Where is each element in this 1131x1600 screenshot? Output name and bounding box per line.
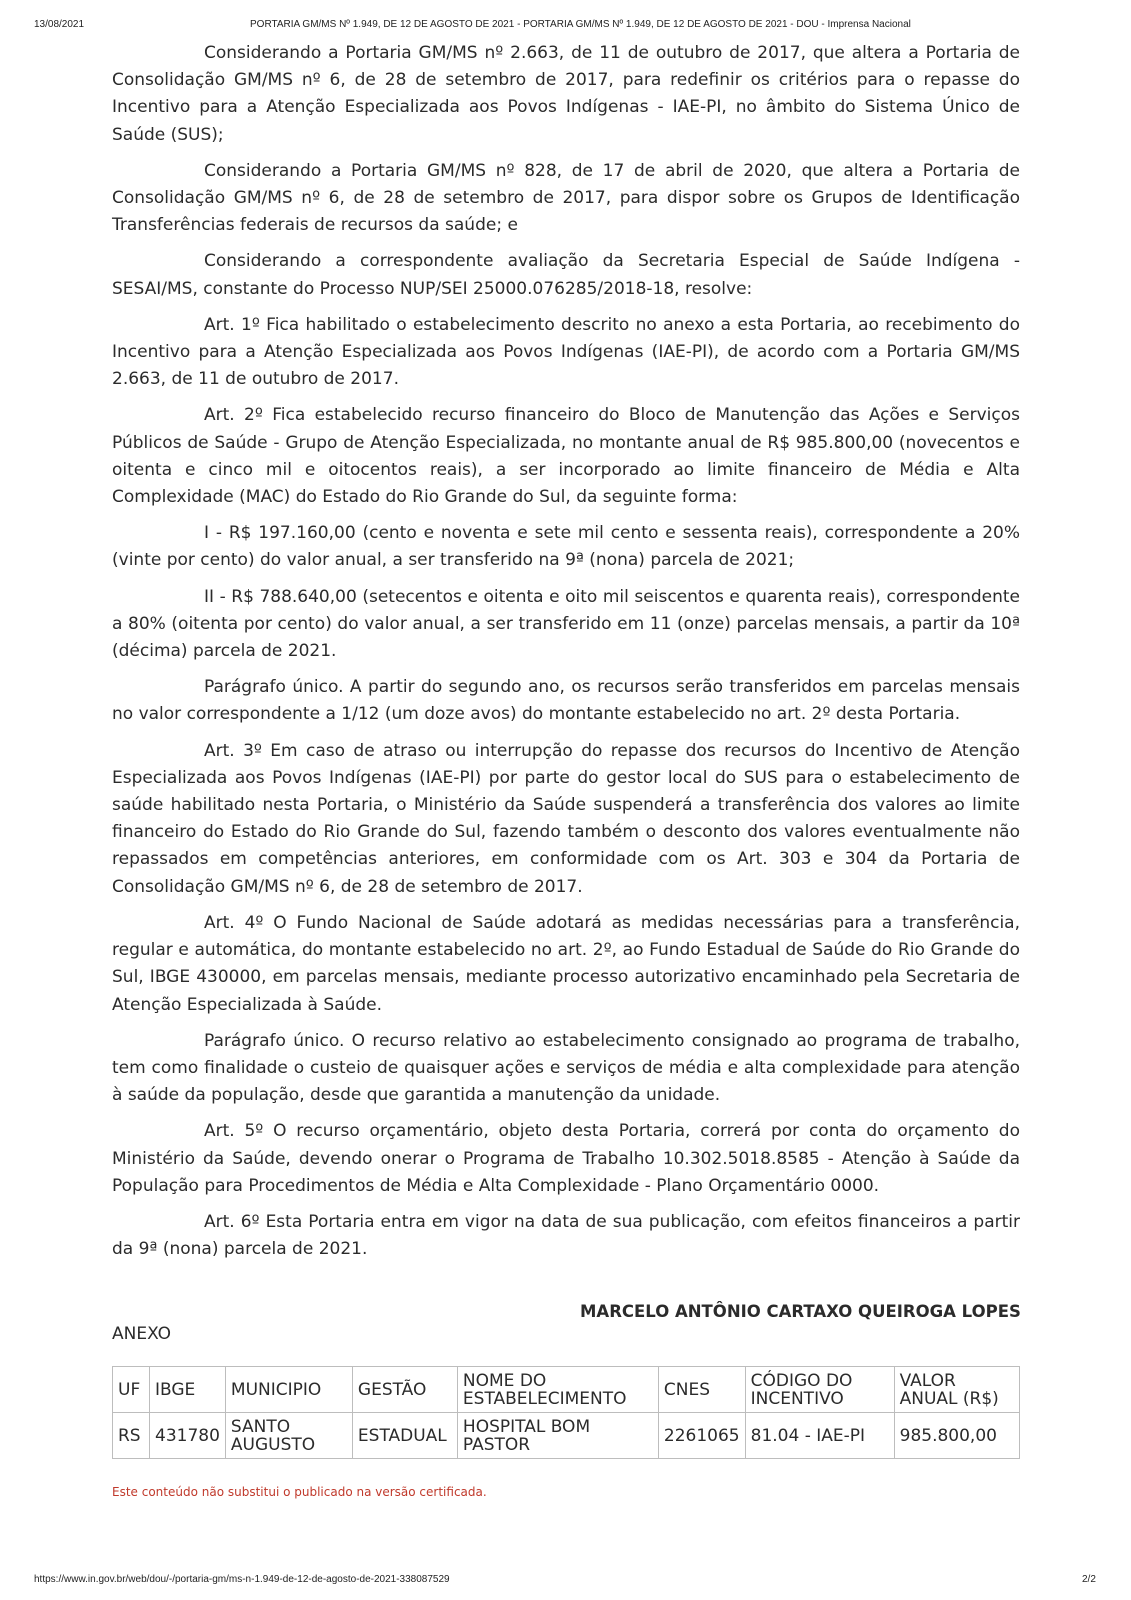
print-date: 13/08/2021 — [34, 19, 85, 30]
column-header-municipio: MUNICIPIO — [225, 1367, 352, 1413]
paragraph-art-3: Art. 3º Em caso de atraso ou interrupção do repasse dos recursos do Incentivo de Atenção Especializada aos Povos Indígenas (IAE-PI) por parte do gestor local do SUS para o estabelecimento de saúde habilitado nesta Portaria, o Ministério da Saúde suspenderá a transferência dos valores ao limite financeiro do Estado do Rio Grande do Sul, fazendo também o desconto dos valores eventualmente não repassados em competências anteriores, em conformidade com os Art. 303 e 304 da Portaria de Consolidação GM/MS nº 6, de 28 de setembro de 2017. — [112, 740, 1020, 897]
paragraph-item-ii: II - R$ 788.640,00 (setecentos e oitenta e oito mil seiscentos e quarenta reais), correspondente a 80% (oitenta por cento) do valor anual, a ser transferido em 11 (onze) parcelas mensais, a partir da 10ª (décima) parcela de 2021. — [112, 586, 1020, 662]
column-header-gestao: GESTÃO — [352, 1367, 457, 1413]
print-footer-url: https://www.in.gov.br/web/dou/-/portaria-gm/ms-n-1.949-de-12-de-agosto-de-2021-338087529 — [34, 1574, 450, 1585]
paragraph-considerando-3: Considerando a correspondente avaliação da Secretaria Especial de Saúde Indígena - SESAI/MS, constante do Processo NUP/SEI 25000.076285/2018-18, resolve: — [112, 251, 1020, 299]
cell-valor-anual: 985.800,00 — [894, 1413, 1019, 1459]
paragraph-considerando-1: Considerando a Portaria GM/MS nº 2.663, de 11 de outubro de 2017, que altera a Portaria de Consolidação GM/MS nº 6, de 28 de setembro de 2017, para redefinir os critérios para o repasse do Incentivo para a Atenção Especializada aos Povos Indígenas - IAE-PI, no âmbito do Sistema Único de Saúde (SUS); — [112, 43, 1020, 145]
cell-municipio: SANTO AUGUSTO — [225, 1413, 352, 1459]
paragraph-art-5: Art. 5º O recurso orçamentário, objeto desta Portaria, correrá por conta do orçamento do Ministério da Saúde, devendo onerar o Programa de Trabalho 10.302.5018.8585 - Atenção à Saúde da População para Procedimentos de Média e Alta Complexidade - Plano Orçamentário 0000. — [112, 1121, 1020, 1196]
cell-cnes: 2261065 — [658, 1413, 745, 1459]
paragraph-art-4: Art. 4º O Fundo Nacional de Saúde adotará as medidas necessárias para a transferência, regular e automática, do montante estabelecido no art. 2º, ao Fundo Estadual de Saúde do Rio Grande do Sul, IBGE 430000, em parcelas mensais, mediante processo autorizativo encaminhado pela Secretaria de Atenção Especializada à Saúde. — [112, 912, 1020, 1015]
annex-table-header-row — [113, 1367, 1020, 1413]
paragraph-item-i: I - R$ 197.160,00 (cento e noventa e sete mil cento e sessenta reais), correspondente a 20% (vinte por cento) do valor anual, a ser transferido na 9ª (nona) parcela de 2021; — [112, 523, 1020, 571]
column-header-codigo-incentivo: CÓDIGO DO INCENTIVO — [745, 1367, 894, 1413]
column-header-ibge: IBGE — [150, 1367, 226, 1413]
cell-nome-estabelecimento: HOSPITAL BOM PASTOR — [457, 1413, 658, 1459]
cell-codigo-incentivo: 81.04 - IAE-PI — [745, 1413, 894, 1459]
column-header-uf: UF — [113, 1367, 150, 1413]
print-header-title: PORTARIA GM/MS Nº 1.949, DE 12 DE AGOSTO DE 2021 - PORTARIA GM/MS Nº 1.949, DE 12 DE AGOSTO DE 2021 - DOU - Imprensa Nacional — [250, 19, 911, 30]
paragraph-art-2: Art. 2º Fica estabelecido recurso financeiro do Bloco de Manutenção das Ações e Serviços Públicos de Saúde - Grupo de Atenção Especializada, no montante anual de R$ 985.800,00 (novecentos e oitenta e cinco mil e oitocentos reais), a ser incorporado ao limite financeiro de Média e Alta Complexidade (MAC) do Estado do Rio Grande do Sul, da seguinte forma: — [112, 405, 1020, 508]
paragraph-paragrafo-unico-1: Parágrafo único. A partir do segundo ano, os recursos serão transferidos em parcelas mensais no valor correspondente a 1/12 (um doze avos) do montante estabelecido no art. 2º desta Portaria. — [112, 677, 1020, 725]
table-row — [113, 1413, 1020, 1459]
certification-disclaimer: Este conteúdo não substitui o publicado na versão certificada. — [112, 1485, 487, 1499]
column-header-valor-anual: VALOR ANUAL (R$) — [894, 1367, 1019, 1413]
document-body — [112, 40, 1020, 1272]
paragraph-art-6: Art. 6º Esta Portaria entra em vigor na data de sua publicação, com efeitos financeiros a partir da 9ª (nona) parcela de 2021. — [112, 1211, 1020, 1260]
paragraph-considerando-2: Considerando a Portaria GM/MS nº 828, de 17 de abril de 2020, que altera a Portaria de Consolidação GM/MS nº 6, de 28 de setembro de 2017, para dispor sobre os Grupos de Identificação Transferências federais de recursos da saúde; e — [112, 160, 1020, 236]
cell-gestao: ESTADUAL — [352, 1413, 457, 1459]
paragraph-paragrafo-unico-2: Parágrafo único. O recurso relativo ao estabelecimento consignado ao programa de trabalho, tem como finalidade o custeio de quaisquer ações e serviços de média e alta complexidade para atenção à saúde da população, desde que garantida a manutenção da unidade. — [112, 1030, 1020, 1106]
paragraph-art-1: Art. 1º Fica habilitado o estabelecimento descrito no anexo a esta Portaria, ao recebimento do Incentivo para a Atenção Especializada aos Povos Indígenas (IAE-PI), de acordo com a Portaria GM/MS 2.663, de 11 de outubro de 2017. — [112, 314, 1020, 390]
print-page-number: 2/2 — [1082, 1574, 1096, 1585]
cell-ibge: 431780 — [150, 1413, 226, 1459]
cell-uf: RS — [113, 1413, 150, 1459]
column-header-cnes: CNES — [658, 1367, 745, 1413]
annex-table — [112, 1366, 1020, 1459]
signature-name: MARCELO ANTÔNIO CARTAXO QUEIROGA LOPES — [580, 1302, 1021, 1321]
annex-title: ANEXO — [112, 1324, 172, 1344]
column-header-nome-estabelecimento: NOME DO ESTABELECIMENTO — [457, 1367, 658, 1413]
